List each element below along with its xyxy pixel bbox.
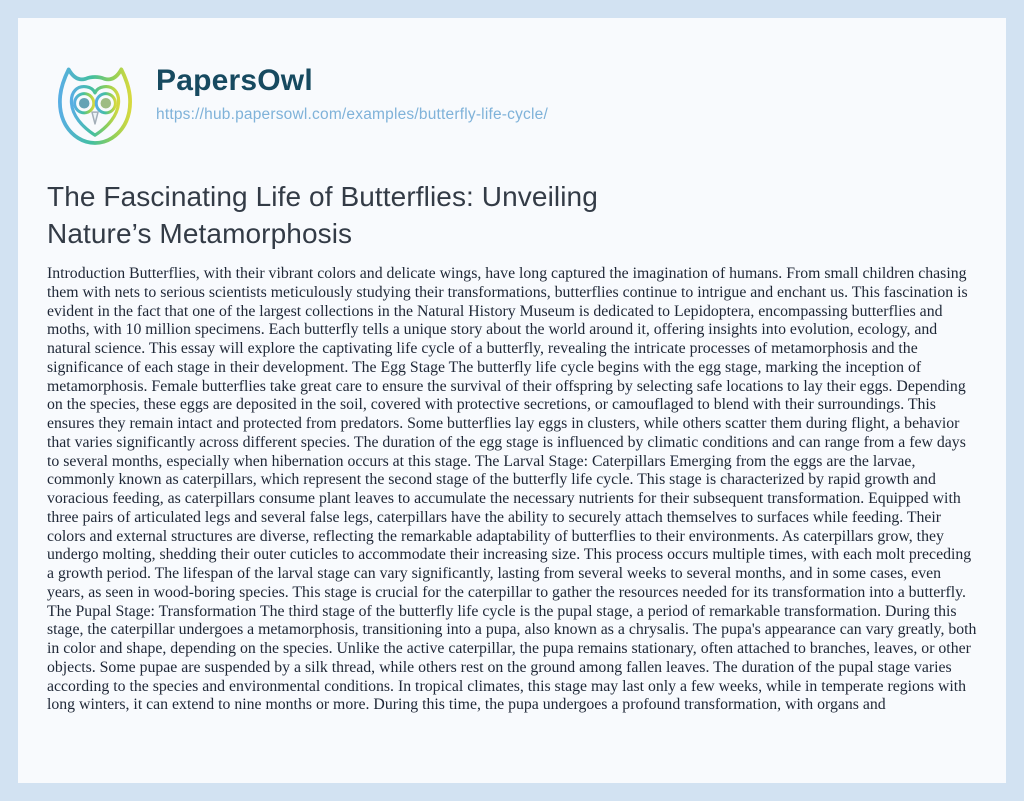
brand-name: PapersOwl	[156, 64, 313, 97]
essay-body-text: Introduction Butterflies, with their vibrant colors and delicate wings, have long captured the imagination of humans. From small children chasing them with nets to serious scientists meticulously studying their transformations, butterflies continue to intrigue and enchant us. This fascination is evident in the fact that one of the largest collections in the Natural History Museum is dedicated to Lepidoptera, encompassing butterflies and moths, with 10 million specimens. Each butterfly tells a unique story about the world around it, offering insights into evolution, ecology, and natural science. This essay will explore the captivating life cycle of a butterfly, revealing the intricate processes of metamorphosis and the significance of each stage in their development. The Egg Stage The butterfly life cycle begins with the egg stage, marking the inception of metamorphosis. Female butterflies take great care to ensure the survival of their offspring by selecting safe locations to lay their eggs. Depending on the species, these eggs are deposited in the soil, covered with protective secretions, or camouflaged to blend with their surroundings. This ensures they remain intact and protected from predators. Some butterflies lay eggs in clusters, while others scatter them during flight, a behavior that varies significantly across different species. The duration of the egg stage is influenced by climatic conditions and can range from a few days to several months, especially when hibernation occurs at this stage. The Larval Stage: Caterpillars Emerging from the eggs are the larvae, commonly known as caterpillars, which represent the second stage of the butterfly life cycle. This stage is characterized by rapid growth and voracious feeding, as caterpillars consume plant leaves to accumulate the necessary nutrients for their subsequent transformation. Equipped with three pairs of articulated legs and several false legs, caterpillars have the ability to securely attach themselves to surfaces while feeding. Their colors and external structures are diverse, reflecting the remarkable adaptability of butterflies to their environments. As caterpillars grow, they undergo molting, shedding their outer cuticles to accommodate their increasing size. This process occurs multiple times, with each molt preceding a growth period. The lifespan of the larval stage can vary significantly, lasting from several weeks to several months, and in some cases, even years, as seen in wood-boring species. This stage is crucial for the caterpillar to gather the resources needed for its transformation into a butterfly. The Pupal Stage: Transformation The third stage of the butterfly life cycle is the pupal stage, a period of remarkable transformation. During this stage, the caterpillar undergoes a metamorphosis, transitioning into a pupa, also known as a chrysalis. The pupa's appearance can vary greatly, both in color and shape, depending on the species. Unlike the active caterpillar, the pupa remains stationary, often attached to branches, leaves, or other objects. Some pupae are suspended by a silk thread, while others rest on the ground among fallen leaves. The duration of the pupal stage varies according to the species and environmental conditions. In tropical climates, this stage may last only a few weeks, while in temperate regions with long winters, it can extend to nine months or more. During this time, the pupa undergoes a profound transformation, with organs and	[47, 265, 977, 714]
document-page	[18, 18, 1006, 783]
source-url-link[interactable]: https://hub.papersowl.com/examples/butterfly-life-cycle/	[156, 106, 548, 123]
brand-block	[156, 60, 548, 124]
page-title: The Fascinating Life of Butterflies: Unveiling Nature’s Metamorphosis	[47, 181, 598, 249]
papersowl-owl-logo-icon	[48, 60, 142, 154]
page-header	[18, 18, 1006, 154]
